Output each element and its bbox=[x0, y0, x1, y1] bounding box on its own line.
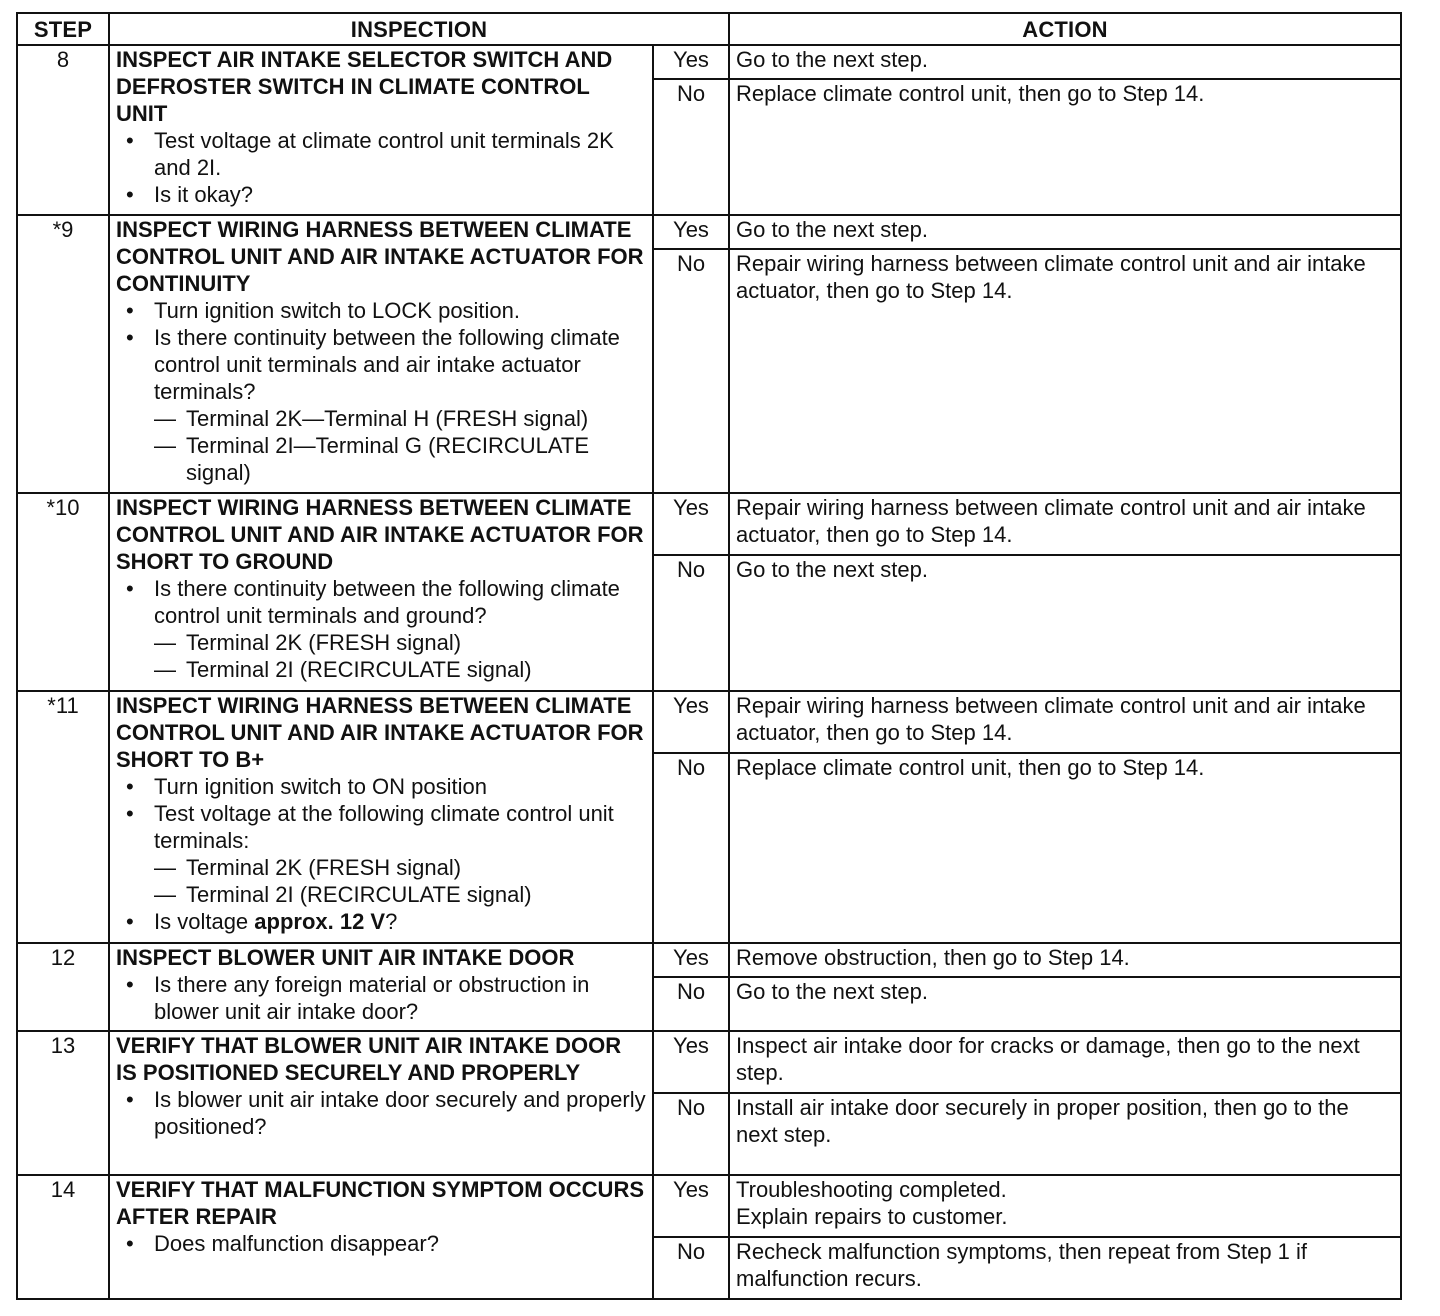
inspection-cell bbox=[109, 691, 653, 943]
bullet-item: • Is there any foreign material or obstruction in blower unit air intake door? bbox=[116, 971, 646, 1025]
bullet-item: • Is blower unit air intake door securely and properly positioned? bbox=[116, 1086, 646, 1140]
sub-list bbox=[116, 629, 646, 683]
inspection-title: VERIFY THAT BLOWER UNIT AIR INTAKE DOOR IS POSITIONED SECURELY AND PROPERLY bbox=[116, 1033, 622, 1085]
dash-marker: — bbox=[154, 630, 176, 655]
bullet-item bbox=[116, 908, 646, 935]
step-row-9-yes bbox=[17, 215, 1401, 249]
sub-item-text: Terminal 2K (FRESH signal) bbox=[186, 630, 462, 655]
sub-list bbox=[116, 405, 646, 486]
dash-marker: — bbox=[154, 882, 176, 907]
yes-label: Yes bbox=[653, 691, 729, 753]
bullet-text: Is voltage bbox=[154, 909, 255, 934]
step-number: *9 bbox=[17, 215, 109, 493]
step-row-8-yes bbox=[17, 45, 1401, 79]
dash-marker: — bbox=[154, 657, 176, 682]
no-label: No bbox=[653, 753, 729, 943]
bullet-item: • Turn ignition switch to LOCK position. bbox=[116, 297, 646, 324]
yes-action: Go to the next step. bbox=[729, 45, 1401, 79]
no-action: Replace climate control unit, then go to Step 14. bbox=[729, 753, 1401, 943]
bullet-text: ? bbox=[385, 909, 398, 934]
sub-item bbox=[154, 432, 646, 486]
inspection-cell bbox=[109, 1031, 653, 1175]
no-action: Go to the next step. bbox=[729, 977, 1401, 1031]
no-action: Recheck malfunction symptoms, then repeat from Step 1 if malfunction recurs. bbox=[729, 1237, 1401, 1299]
bullet-list bbox=[116, 575, 646, 629]
no-label: No bbox=[653, 1093, 729, 1175]
dash-marker: — bbox=[154, 406, 176, 431]
step-row-10-yes bbox=[17, 493, 1401, 555]
yes-label: Yes bbox=[653, 1031, 729, 1093]
sub-item bbox=[154, 656, 646, 683]
bullet-item: • Test voltage at climate control unit terminals 2K and 2I. bbox=[116, 127, 646, 181]
troubleshooting-table bbox=[16, 12, 1402, 1300]
inspection-title: INSPECT WIRING HARNESS BETWEEN CLIMATE CONTROL UNIT AND AIR INTAKE ACTUATOR FOR CONTINUITY bbox=[116, 217, 644, 296]
inspection-cell bbox=[109, 215, 653, 493]
no-label: No bbox=[653, 249, 729, 493]
header-action: ACTION bbox=[729, 13, 1401, 45]
yes-action: Go to the next step. bbox=[729, 215, 1401, 249]
inspection-title: INSPECT WIRING HARNESS BETWEEN CLIMATE CONTROL UNIT AND AIR INTAKE ACTUATOR FOR SHORT TO B+ bbox=[116, 693, 644, 772]
spec-value: approx. 12 V bbox=[254, 909, 386, 934]
step-row-11-yes bbox=[17, 691, 1401, 753]
inspection-cell bbox=[109, 45, 653, 215]
header-row bbox=[17, 13, 1401, 45]
yes-action: Remove obstruction, then go to Step 14. bbox=[729, 943, 1401, 977]
step-row-14-yes bbox=[17, 1175, 1401, 1237]
yes-action: Repair wiring harness between climate control unit and air intake actuator, then go to Step 14. bbox=[729, 493, 1401, 555]
sub-item-text: Terminal 2K—Terminal H (FRESH signal) bbox=[186, 406, 589, 431]
sub-item-text: Terminal 2K (FRESH signal) bbox=[186, 855, 462, 880]
bullet-item: • Is there continuity between the following climate control unit terminals and ground? bbox=[116, 575, 646, 629]
dash-marker: — bbox=[154, 433, 176, 458]
no-action: Repair wiring harness between climate control unit and air intake actuator, then go to Step 14. bbox=[729, 249, 1401, 493]
sub-item-text: Terminal 2I (RECIRCULATE signal) bbox=[186, 882, 532, 907]
yes-action-line: Explain repairs to customer. bbox=[736, 1204, 1008, 1229]
bullet-item: • Is there continuity between the following climate control unit terminals and air intake actuator terminals? bbox=[116, 324, 646, 405]
yes-label: Yes bbox=[653, 215, 729, 249]
sub-item-text: Terminal 2I (RECIRCULATE signal) bbox=[186, 657, 532, 682]
bullet-list bbox=[116, 1230, 646, 1257]
step-row-12-yes bbox=[17, 943, 1401, 977]
step-number: *10 bbox=[17, 493, 109, 691]
yes-action-line: Troubleshooting completed. bbox=[736, 1177, 1007, 1202]
no-label: No bbox=[653, 79, 729, 215]
header-step: STEP bbox=[17, 13, 109, 45]
step-number: 8 bbox=[17, 45, 109, 215]
sub-item bbox=[154, 629, 646, 656]
sub-item bbox=[154, 881, 646, 908]
inspection-title: INSPECT WIRING HARNESS BETWEEN CLIMATE CONTROL UNIT AND AIR INTAKE ACTUATOR FOR SHORT TO GROUND bbox=[116, 495, 644, 574]
yes-action: Repair wiring harness between climate control unit and air intake actuator, then go to Step 14. bbox=[729, 691, 1401, 753]
yes-label: Yes bbox=[653, 493, 729, 555]
sub-item bbox=[154, 405, 646, 432]
inspection-title: VERIFY THAT MALFUNCTION SYMPTOM OCCURS AFTER REPAIR bbox=[116, 1177, 644, 1229]
inspection-cell bbox=[109, 943, 653, 1031]
bullet-item: • Test voltage at the following climate control unit terminals: bbox=[116, 800, 646, 854]
sub-list bbox=[116, 854, 646, 908]
bullet-list bbox=[116, 297, 646, 405]
no-action: Install air intake door securely in proper position, then go to the next step. bbox=[729, 1093, 1401, 1175]
bullet-list bbox=[116, 773, 646, 854]
yes-action bbox=[729, 1175, 1401, 1237]
step-number: 14 bbox=[17, 1175, 109, 1299]
yes-label: Yes bbox=[653, 45, 729, 79]
step-row-13-yes bbox=[17, 1031, 1401, 1093]
no-label: No bbox=[653, 1237, 729, 1299]
no-action: Replace climate control unit, then go to Step 14. bbox=[729, 79, 1401, 215]
bullet-list bbox=[116, 127, 646, 208]
inspection-title: INSPECT BLOWER UNIT AIR INTAKE DOOR bbox=[116, 945, 575, 970]
bullet-item: • Does malfunction disappear? bbox=[116, 1230, 646, 1257]
step-number: *11 bbox=[17, 691, 109, 943]
bullet-list bbox=[116, 1086, 646, 1140]
bullet-item: • Is it okay? bbox=[116, 181, 646, 208]
header-inspection: INSPECTION bbox=[109, 13, 729, 45]
no-label: No bbox=[653, 977, 729, 1031]
inspection-title: INSPECT AIR INTAKE SELECTOR SWITCH AND DEFROSTER SWITCH IN CLIMATE CONTROL UNIT bbox=[116, 47, 613, 126]
inspection-cell bbox=[109, 1175, 653, 1299]
no-action: Go to the next step. bbox=[729, 555, 1401, 691]
no-label: No bbox=[653, 555, 729, 691]
dash-marker: — bbox=[154, 855, 176, 880]
bullet-item: • Turn ignition switch to ON position bbox=[116, 773, 646, 800]
step-number: 12 bbox=[17, 943, 109, 1031]
step-number: 13 bbox=[17, 1031, 109, 1175]
yes-label: Yes bbox=[653, 1175, 729, 1237]
sub-item-text: Terminal 2I—Terminal G (RECIRCULATE signal) bbox=[186, 433, 590, 485]
inspection-cell bbox=[109, 493, 653, 691]
yes-label: Yes bbox=[653, 943, 729, 977]
bullet-list bbox=[116, 971, 646, 1025]
sub-item bbox=[154, 854, 646, 881]
yes-action: Inspect air intake door for cracks or damage, then go to the next step. bbox=[729, 1031, 1401, 1093]
bullet-list bbox=[116, 908, 646, 935]
